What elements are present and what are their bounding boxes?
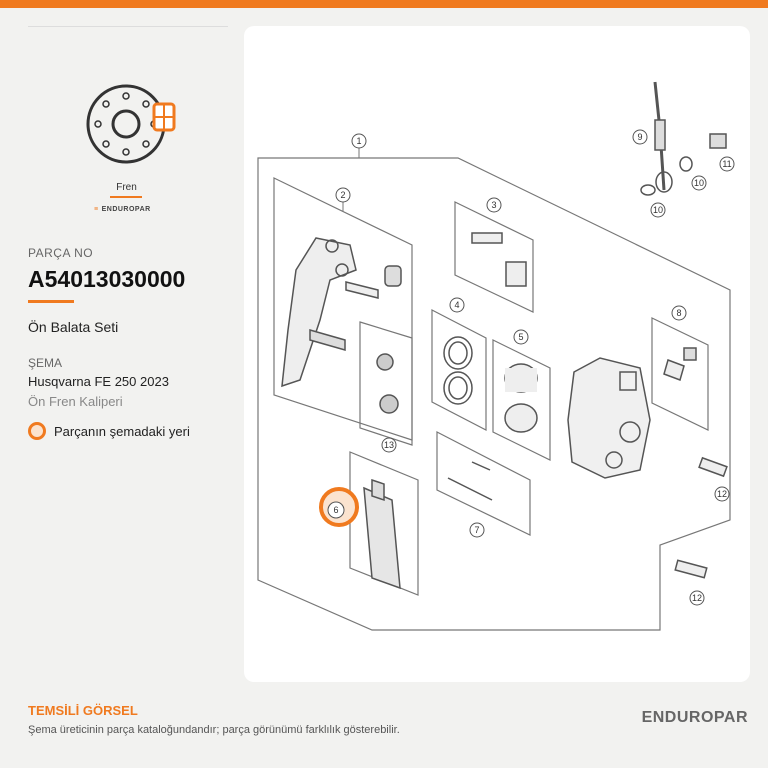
schema-subtitle: Ön Fren Kaliperi [28, 394, 123, 409]
callout-12a[interactable] [715, 487, 729, 501]
svg-text:12: 12 [716, 489, 728, 499]
svg-text:6: 6 [333, 505, 339, 515]
callout-10b[interactable] [651, 203, 665, 217]
part-name: Ön Balata Seti [28, 319, 119, 335]
svg-text:2: 2 [340, 190, 346, 200]
svg-text:12: 12 [691, 593, 703, 603]
brake-disc-icon [84, 82, 184, 172]
category-label: Fren [116, 182, 137, 193]
callout-10a[interactable] [692, 176, 706, 190]
svg-text:13: 13 [383, 440, 395, 450]
svg-text:8: 8 [676, 308, 682, 318]
schema-model: Husqvarna FE 250 2023 [28, 374, 169, 389]
callout-7[interactable] [470, 523, 484, 537]
callout-11[interactable] [720, 157, 734, 171]
legend [28, 422, 190, 440]
location-marker-icon [28, 422, 46, 440]
brand-logo-small [94, 206, 151, 213]
divider [28, 26, 228, 27]
category-underline [110, 196, 142, 198]
group-5-outline [493, 340, 550, 460]
callout-12b[interactable] [690, 591, 704, 605]
svg-text:10: 10 [693, 178, 705, 188]
schema-label: ŞEMA [28, 356, 63, 370]
callout-6-highlight[interactable] [321, 489, 357, 525]
group-3-outline [455, 202, 533, 312]
part-underline [28, 300, 74, 303]
svg-text:7: 7 [474, 525, 480, 535]
footer-note: Şema üreticinin parça kataloğundandır; parça görünümü farklılık gösterebilir. [28, 724, 400, 736]
callout-9[interactable] [633, 130, 647, 144]
part-no-label: PARÇA NO [28, 246, 94, 260]
svg-text:3: 3 [491, 200, 497, 210]
main-group-outline [258, 158, 730, 630]
callout-3[interactable] [487, 198, 501, 212]
parts-diagram [244, 26, 750, 682]
callout-2[interactable] [336, 188, 350, 212]
callout-8[interactable] [672, 306, 686, 320]
callout-13[interactable] [382, 438, 396, 452]
footer-brand: ENDUROPAR [641, 709, 748, 726]
callout-1[interactable] [352, 134, 366, 158]
svg-text:11: 11 [722, 159, 732, 169]
svg-text:9: 9 [637, 132, 643, 142]
svg-text:5: 5 [518, 332, 524, 342]
group-4-outline [432, 310, 486, 430]
svg-text:1: 1 [356, 136, 362, 146]
svg-text:10: 10 [652, 205, 664, 215]
brand-mark-icon: ≡ [94, 206, 99, 213]
diagram-svg [244, 26, 750, 682]
callout-4[interactable] [450, 298, 464, 312]
legend-text: Parçanın şemadaki yeri [54, 423, 190, 439]
callout-5[interactable] [514, 330, 528, 344]
svg-text:4: 4 [454, 300, 460, 310]
brand-logo-text: ENDUROPAR [101, 206, 151, 213]
part-number: A54013030000 [28, 266, 186, 292]
top-accent-bar [0, 0, 768, 8]
footer-title: TEMSİLİ GÖRSEL [28, 703, 138, 718]
group-7-outline [437, 432, 530, 535]
